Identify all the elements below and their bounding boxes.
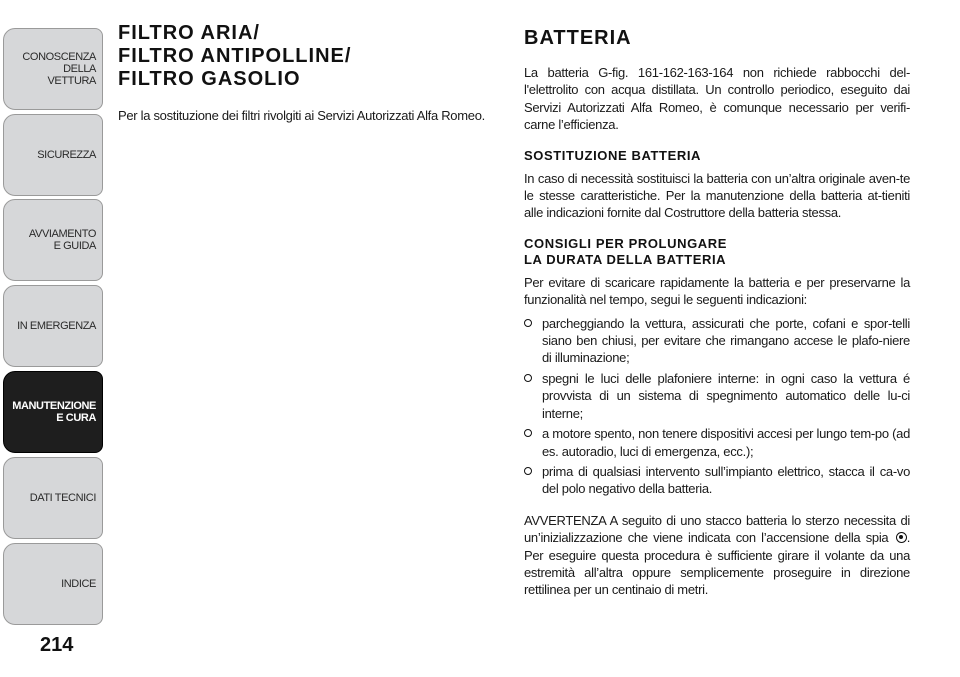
tab-sicurezza[interactable]: SICUREZZA <box>3 114 103 196</box>
advice-intro: Per evitare di scaricare rapidamente la batteria e per preservarne la funzionalità nel tempo, segui le seguenti indicazioni: <box>524 274 910 308</box>
tab-indice[interactable]: INDICE <box>3 543 103 625</box>
battery-title: BATTERIA <box>524 27 632 49</box>
list-item <box>524 463 910 498</box>
page-number: 214 <box>40 634 74 656</box>
list-item-text: spegni le luci delle plafoniere interne: in ogni caso la vettura é provvista di un sistema di spegnimento automatico delle lu-ci interne; <box>542 370 910 421</box>
tab-conoscenza-della-vettura[interactable]: CONOSCENZA DELLA VETTURA <box>3 28 103 110</box>
circle-bullet-icon <box>524 467 532 475</box>
title-line: FILTRO ARIA/ <box>118 22 260 44</box>
list-item <box>524 315 910 367</box>
right-column <box>524 26 910 613</box>
title-line: FILTRO ANTIPOLLINE/ <box>118 45 352 67</box>
list-item-text: a motore spento, non tenere dispositivi accesi per lungo tem-po (ad es. autoradio, luci di emergenza, ecc.); <box>542 426 910 459</box>
list-item-text: prima di qualsiasi intervento sull’impianto elettrico, stacca il ca-vo del polo negativo della batteria. <box>542 463 910 497</box>
steering-warning-icon <box>896 532 907 543</box>
list-item <box>524 370 910 422</box>
circle-bullet-icon <box>524 374 532 382</box>
replacement-heading <box>524 148 910 164</box>
left-column <box>118 22 504 138</box>
list-item <box>524 425 910 460</box>
title-line: FILTRO GASOLIO <box>118 68 301 90</box>
filter-paragraph: Per la sostituzione dei filtri rivolgiti ai Servizi Autorizzati Alfa Romeo. <box>118 108 485 123</box>
replacement-text: In caso di necessità sostituisci la batteria con un’altra originale aven-te le stesse caratteristiche. Per la manutenzione della batteria at-tieniti alle indicazioni fornite dal Costruttore della batteria stessa. <box>524 170 910 221</box>
tab-in-emergenza[interactable]: IN EMERGENZA <box>3 285 103 367</box>
advice-heading <box>524 236 910 268</box>
circle-bullet-icon <box>524 429 532 437</box>
warning-text-end: . Per eseguire questa procedura è sufficiente girare il volante da una estremità all’altra oppure semplicemente proseguire in direzione rettilinea per un centinaio di metri. <box>524 530 910 598</box>
advice-list <box>524 315 910 498</box>
tab-avviamento-e-guida[interactable]: AVVIAMENTO E GUIDA <box>3 199 103 281</box>
list-item-text: parcheggiando la vettura, assicurati che porte, cofani e spor-telli siano ben chiusi, per evitare che rimangano accese le plafo-niere di illuminazione; <box>542 315 910 366</box>
warning-paragraph <box>524 512 910 599</box>
tab-manutenzione-e-cura[interactable]: MANUTENZIONE E CURA <box>3 371 103 453</box>
heading-line: LA DURATA DELLA BATTERIA <box>524 251 727 267</box>
heading-line: CONSIGLI PER PROLUNGARE <box>524 235 728 251</box>
filter-section-title <box>118 22 504 91</box>
circle-bullet-icon <box>524 319 532 327</box>
warning-text-start: AVVERTENZA A seguito di uno stacco batteria lo sterzo necessita di un’inizializzazione che viene indicata con l’accensione della spia <box>524 512 910 546</box>
battery-intro: La batteria G-fig. 161-162-163-164 non richiede rabbocchi del-l'elettrolito con acqua distillata. Un controllo periodico, eseguito dai Servizi Autorizzati Alfa Romeo, è comunque necessario per verifi-carne l’efficienza. <box>524 65 910 133</box>
heading-line: SOSTITUZIONE BATTERIA <box>524 147 702 163</box>
tab-dati-tecnici[interactable]: DATI TECNICI <box>3 457 103 539</box>
